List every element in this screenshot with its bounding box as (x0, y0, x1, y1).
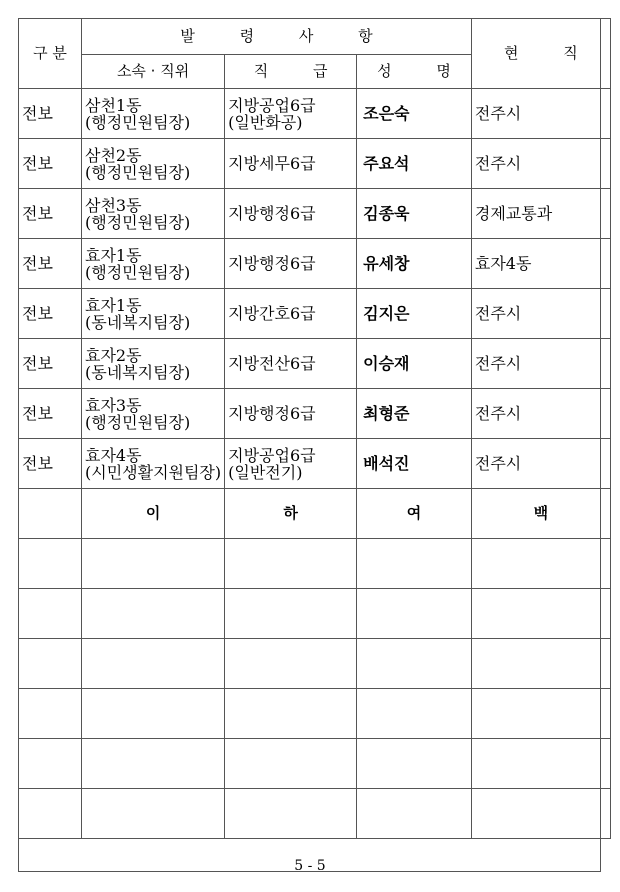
row-hyeonjik: 경제교통과 (474, 204, 553, 223)
row-gubun: 전보 (22, 304, 53, 323)
empty-row (19, 739, 611, 789)
row-hyeonjik: 효자4동 (474, 254, 532, 273)
row-jikgeup-main: 지방세무6급 (228, 154, 316, 173)
empty-row (19, 689, 611, 739)
row-sosok-main: 효자2동 (85, 345, 142, 365)
row-hyeonjik: 전주시 (474, 304, 522, 323)
row-jikgeup-main: 지방공업6급 (228, 95, 316, 115)
row-gubun: 전보 (22, 404, 53, 423)
row-name: 배석진 (363, 454, 410, 473)
row-sosok-sub: (행정민원팀장) (85, 162, 191, 182)
header-sosok: 소속 · 직위 (82, 55, 225, 89)
row-hyeonjik: 전주시 (474, 104, 522, 123)
row-hyeonjik: 전주시 (474, 154, 522, 173)
row-hyeonjik: 전주시 (474, 404, 522, 423)
empty-row (19, 539, 611, 589)
empty-row (19, 589, 611, 639)
table-row (19, 389, 611, 439)
table-body (19, 89, 611, 839)
table-row (19, 89, 611, 139)
row-sosok-sub: (행정민원팀장) (85, 112, 191, 132)
row-sosok-sub: (동네복지팀장) (85, 312, 191, 332)
page-number: 5 - 5 (294, 858, 326, 874)
header-balryeong: 발 령 사 항 (82, 19, 472, 55)
row-jikgeup-main: 지방행정6급 (228, 254, 316, 273)
blank-label-c5: 백 (471, 489, 610, 539)
blank-label-c3: 하 (225, 489, 357, 539)
row-name: 이승재 (363, 354, 410, 373)
row-sosok-main: 효자1동 (85, 245, 142, 265)
row-gubun: 전보 (22, 154, 53, 173)
header-hyeonjik: 현 직 (471, 19, 610, 89)
row-name: 최형준 (363, 404, 410, 423)
row-gubun: 전보 (22, 354, 53, 373)
table-row (19, 189, 611, 239)
row-jikgeup-main: 지방전산6급 (228, 354, 316, 373)
row-sosok-sub: (행정민원팀장) (85, 212, 191, 232)
row-jikgeup-main: 지방행정6급 (228, 204, 316, 223)
row-sosok-sub: (시민생활지원팀장) (85, 462, 222, 482)
row-name: 김지은 (363, 304, 410, 323)
blank-label-row (19, 489, 611, 539)
row-sosok-sub: (행정민원팀장) (85, 262, 191, 282)
row-sosok-main: 삼천2동 (85, 145, 142, 165)
blank-label-c4: 여 (357, 489, 472, 539)
row-sosok-main: 효자4동 (85, 445, 142, 465)
row-name: 조은숙 (363, 104, 410, 123)
empty-row (19, 639, 611, 689)
personnel-table (18, 18, 611, 839)
row-gubun: 전보 (22, 104, 53, 123)
row-gubun: 전보 (22, 454, 53, 473)
row-sosok-main: 효자1동 (85, 295, 142, 315)
row-jikgeup-main: 지방행정6급 (228, 404, 316, 423)
row-jikgeup-sub: (일반화공) (228, 112, 303, 132)
row-jikgeup-main: 지방공업6급 (228, 445, 316, 465)
row-name: 김종욱 (363, 204, 410, 223)
row-gubun: 전보 (22, 254, 53, 273)
row-jikgeup-main: 지방간호6급 (228, 304, 316, 323)
header-seongmyeong: 성 명 (357, 55, 472, 89)
row-hyeonjik: 전주시 (474, 454, 522, 473)
empty-row (19, 789, 611, 839)
row-jikgeup-sub: (일반전기) (228, 462, 303, 482)
table-row (19, 339, 611, 389)
row-hyeonjik: 전주시 (474, 354, 522, 373)
table-row (19, 139, 611, 189)
table-row (19, 289, 611, 339)
table-row (19, 239, 611, 289)
table-row (19, 439, 611, 489)
row-sosok-sub: (동네복지팀장) (85, 362, 191, 382)
row-sosok-main: 효자3동 (85, 395, 142, 415)
row-name: 유세창 (363, 254, 410, 273)
header-gubun: 구 분 (19, 19, 82, 89)
row-sosok-main: 삼천1동 (85, 95, 142, 115)
blank-label-c2: 이 (82, 489, 225, 539)
header-jikgeup: 직 급 (225, 55, 357, 89)
row-gubun: 전보 (22, 204, 53, 223)
row-name: 주요석 (363, 154, 410, 173)
row-sosok-sub: (행정민원팀장) (85, 412, 191, 432)
row-sosok-main: 삼천3동 (85, 195, 142, 215)
